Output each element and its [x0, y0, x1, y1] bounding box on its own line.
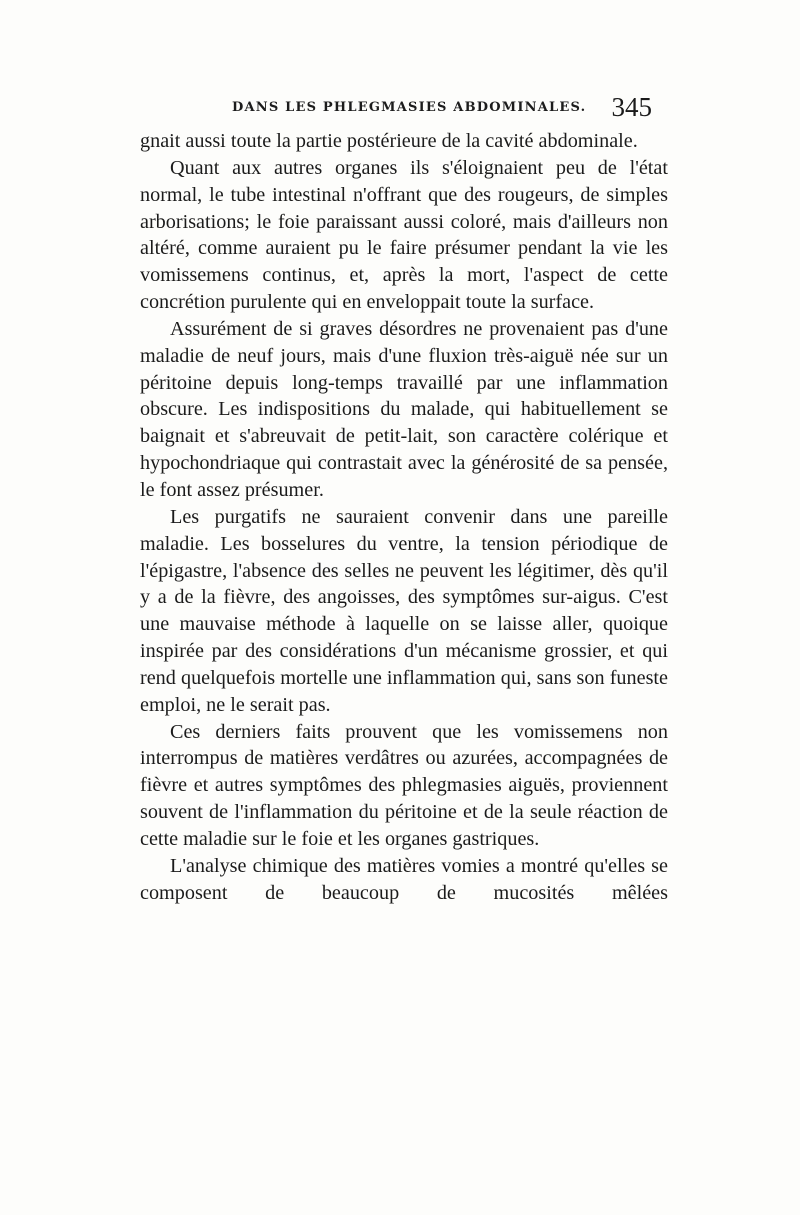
paragraph-1: gnait aussi toute la partie postérieure de la cavité abdominale. — [140, 130, 638, 152]
page-header — [232, 94, 652, 124]
paragraph-3: Assurément de si graves désordres ne provenaient pas d'une maladie de neuf jours, mais d'une fluxion très-aiguë née sur un péritoine depuis long-temps travaillé par une inflammation obscure. Les indispositions du malade, qui habituellement se baignait et s'abreuvait de petit-lait, son caractère colérique et hypochondriaque qui contrastait avec la générosité de sa pensée, le font assez présumer. — [140, 317, 668, 501]
paragraph-2: Quant aux autres organes ils s'éloignaient peu de l'état normal, le tube intestinal n'offrant que des rougeurs, de simples arborisations; le foie paraissant aussi coloré, mais d'ailleurs non altéré, comme auraient pu le faire présumer pendant la vie les vomissemens continus, et, après la mort, l'aspect de cette concrétion purulente qui en enveloppait toute la surface. — [140, 156, 668, 314]
body-text — [140, 128, 668, 906]
paragraph-6: L'analyse chimique des matières vomies a montré qu'elles se composent de beaucoup de mucosités mêlées — [140, 854, 668, 904]
running-head: DANS LES PHLEGMASIES ABDOMINALES. — [232, 100, 587, 115]
paragraph-5: Ces derniers faits prouvent que les vomissemens non interrompus de matières verdâtres ou azurées, accompagnées de fièvre et autres symptômes des phlegmasies aiguës, proviennent souvent de l'inflammation du péritoine et de la seule réaction de cette maladie sur le foie et les organes gastriques. — [140, 720, 668, 850]
page-number: 345 — [611, 92, 652, 122]
paragraph-4: Les purgatifs ne sauraient convenir dans une pareille maladie. Les bosselures du ventre, la tension périodique de l'épigastre, l'absence des selles ne peuvent les légitimer, dès qu'il y a de la fièvre, des angoisses, des symptômes sur-aigus. C'est une mauvaise méthode à laquelle on se laisse aller, quoique inspirée par des considérations d'un mécanisme grossier, et qui rend quelquefois mortelle une inflammation qui, sans son funeste emploi, ne le serait pas. — [140, 505, 668, 716]
